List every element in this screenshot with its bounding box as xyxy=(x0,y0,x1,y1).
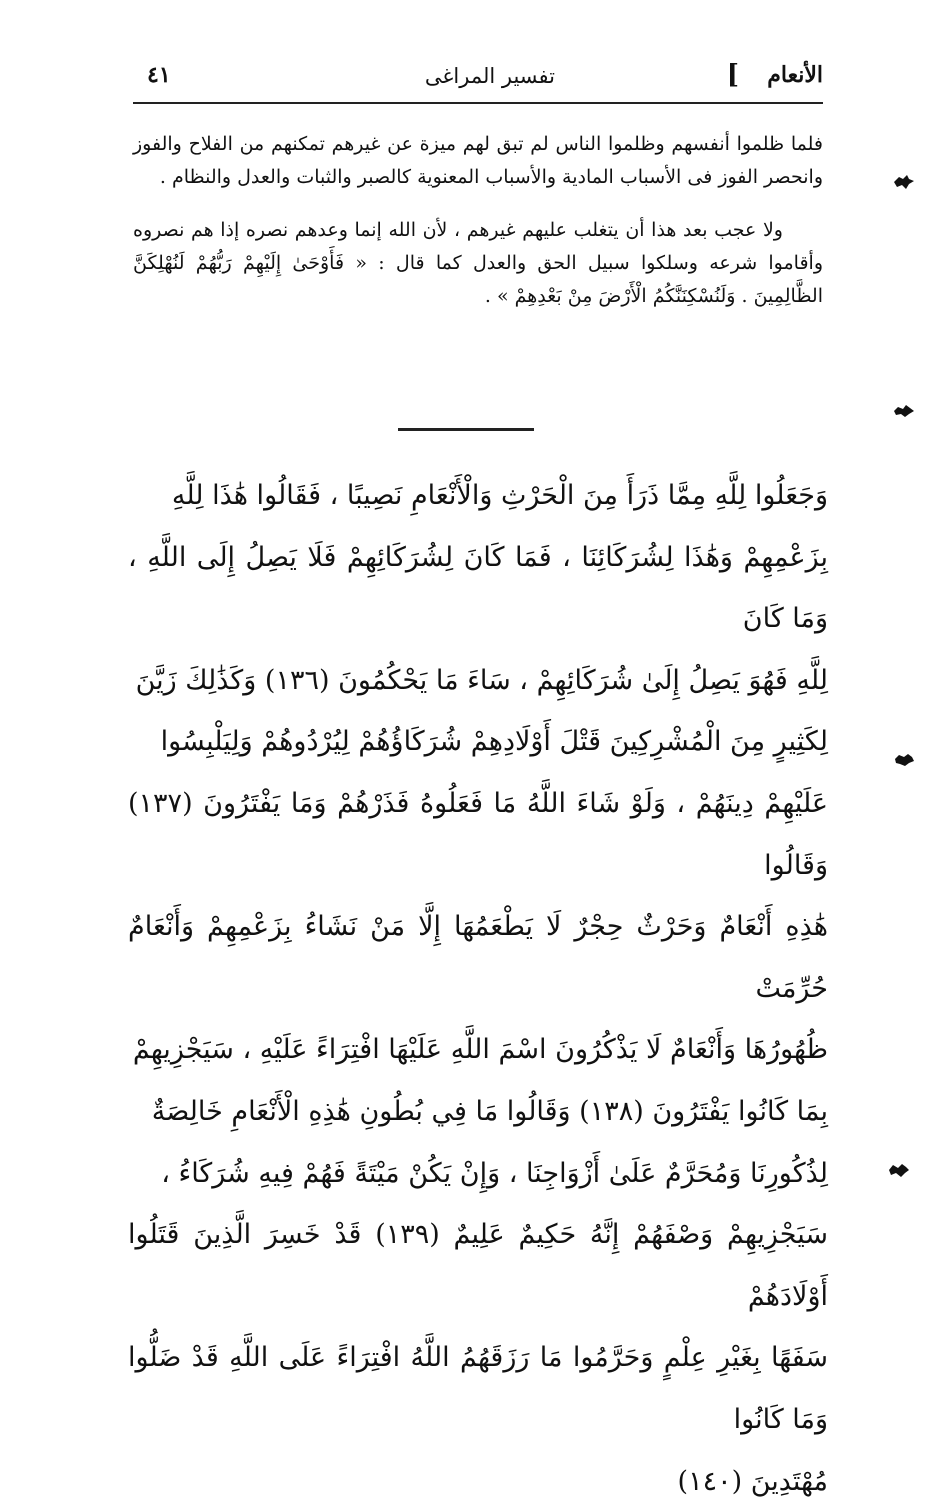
ink-blot-icon xyxy=(893,752,915,768)
commentary-paragraph: ولا عجب بعد هذا أن يتغلب عليهم غيرهم ، لأن الله إنما وعدهم نصره إذا هم نصروه وأقاموا شرعه وسلكوا سبيل الحق والعدل كما قال : « فَأَوْحَىٰ إِلَيْهِمْ رَبُّهُمْ لَنُهْلِكَنَّ الظَّالِمِينَ . وَلَنُسْكِنَنَّكُمُ الْأَرْضَ مِنْ بَعْدِهِمْ » . xyxy=(133,214,823,313)
verse-line: سَيَجْزِيهِمْ وَصْفَهُمْ إِنَّهُ حَكِيمٌ عَلِيمٌ (١٣٩) قَدْ خَسِرَ الَّذِينَ قَتَلُوا أَوْلَادَهُمْ xyxy=(128,1204,828,1327)
section-separator xyxy=(398,428,534,431)
book-title: تفسير المراغى xyxy=(425,64,555,88)
verse-line: لِكَثِيرٍ مِنَ الْمُشْرِكِينَ قَتْلَ أَوْلَادِهِمْ شُرَكَاؤُهُمْ لِيُرْدُوهُمْ وَلِيَلْبِسُوا xyxy=(128,711,828,773)
header-bracket: ] xyxy=(727,60,739,90)
verse-line: هَٰذِهِ أَنْعَامٌ وَحَرْثٌ حِجْرٌ لَا يَطْعَمُهَا إِلَّا مَنْ نَشَاءُ بِزَعْمِهِمْ وَأَنْعَامٌ حُرِّمَتْ xyxy=(128,896,828,1019)
running-header xyxy=(133,56,823,104)
verse-line: بِمَا كَانُوا يَفْتَرُونَ (١٣٨) وَقَالُوا مَا فِي بُطُونِ هَٰذِهِ الْأَنْعَامِ خَالِصَةٌ xyxy=(128,1081,828,1143)
verse-line: وَجَعَلُوا لِلَّهِ مِمَّا ذَرَأَ مِنَ الْحَرْثِ وَالْأَنْعَامِ نَصِيبًا ، فَقَالُوا هَٰذَا لِلَّهِ xyxy=(128,465,828,527)
verse-line: ظُهُورُهَا وَأَنْعَامٌ لَا يَذْكُرُونَ اسْمَ اللَّهِ عَلَيْهَا افْتِرَاءً عَلَيْهِ ، سَيَجْزِيهِمْ xyxy=(128,1019,828,1081)
page-number: ٤١ xyxy=(147,62,171,88)
commentary-text xyxy=(133,128,823,313)
verse-line: مُهْتَدِينَ (١٤٠) xyxy=(128,1451,828,1512)
verse-line: عَلَيْهِمْ دِينَهُمْ ، وَلَوْ شَاءَ اللَّهُ مَا فَعَلُوهُ فَذَرْهُمْ وَمَا يَفْتَرُونَ (١٣٧) وَقَالُوا xyxy=(128,773,828,896)
ink-blot-icon xyxy=(893,403,915,419)
quran-verses xyxy=(128,465,828,1512)
verse-line: بِزَعْمِهِمْ وَهَٰذَا لِشُرَكَائِنَا ، فَمَا كَانَ لِشُرَكَائِهِمْ فَلَا يَصِلُ إِلَى اللَّهِ ، وَمَا كَانَ xyxy=(128,527,828,650)
header-rule xyxy=(133,102,823,104)
verse-line: لِلَّهِ فَهُوَ يَصِلُ إِلَىٰ شُرَكَائِهِمْ ، سَاءَ مَا يَحْكُمُونَ (١٣٦) وَكَذَٰلِكَ زَيَّنَ xyxy=(128,650,828,712)
surah-name: الأنعام xyxy=(767,62,823,88)
verse-line: لِذُكُورِنَا وَمُحَرَّمٌ عَلَىٰ أَزْوَاجِنَا ، وَإِنْ يَكُنْ مَيْتَةً فَهُمْ فِيهِ شُرَكَاءُ ، xyxy=(128,1143,828,1205)
ink-blot-icon xyxy=(893,174,915,190)
verse-line: سَفَهًا بِغَيْرِ عِلْمٍ وَحَرَّمُوا مَا رَزَقَهُمُ اللَّهُ افْتِرَاءً عَلَى اللَّهِ قَدْ ضَلُّوا وَمَا كَانُوا xyxy=(128,1327,828,1450)
ink-blot-icon xyxy=(888,1162,910,1178)
commentary-paragraph: فلما ظلموا أنفسهم وظلموا الناس لم تبق لهم ميزة عن غيرهم تمكنهم من الفلاح والفوز وانحصر الفوز فى الأسباب المادية والأسباب المعنوية كالصبر والثبات والعدل والنظام . xyxy=(133,128,823,194)
